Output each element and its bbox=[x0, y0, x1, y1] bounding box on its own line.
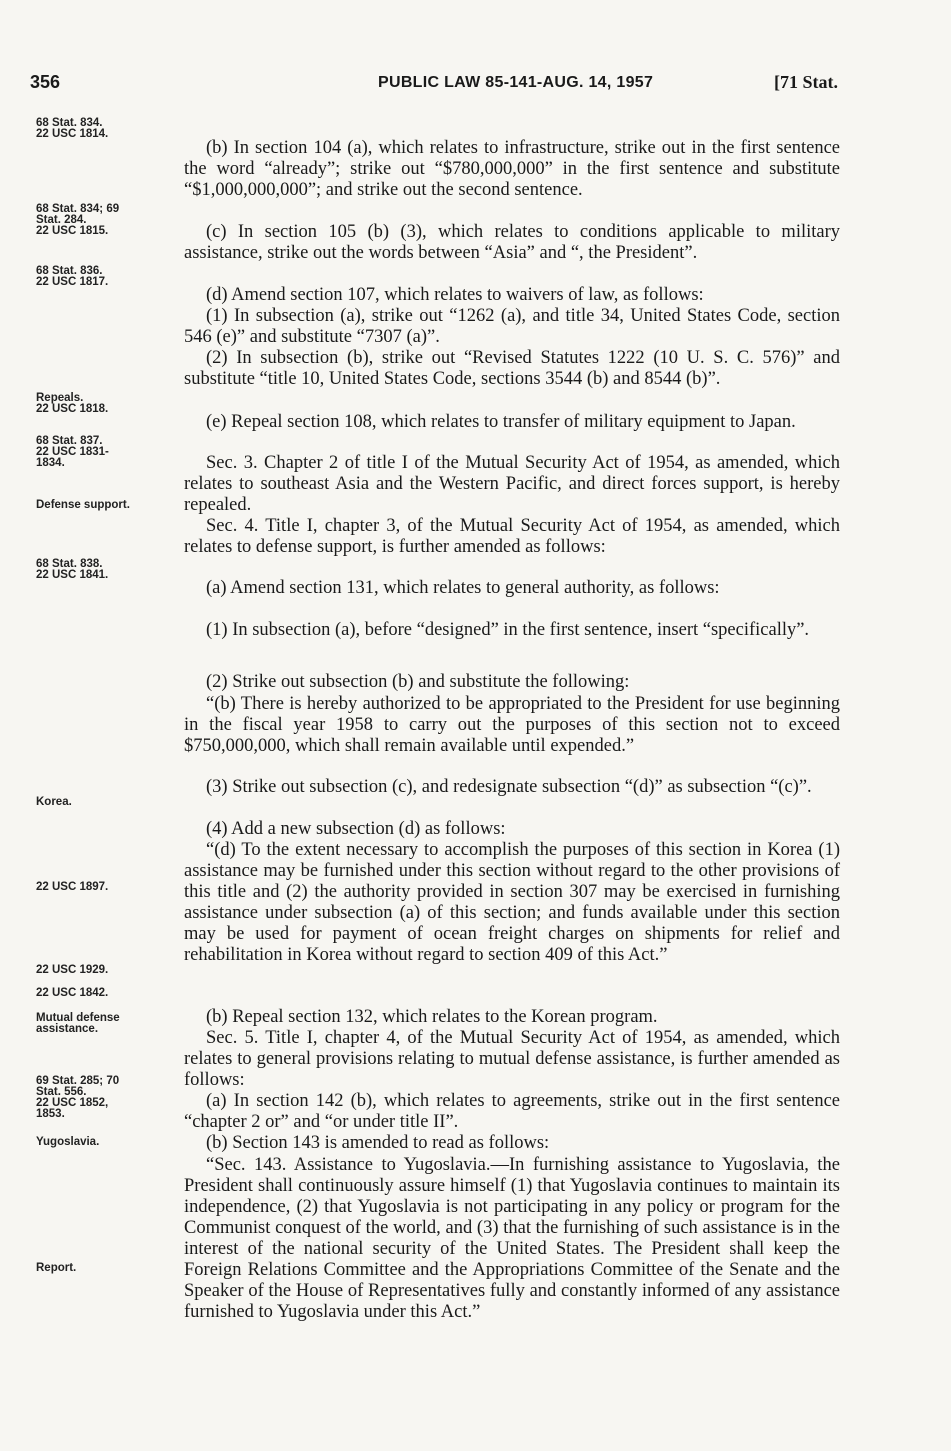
margin-note: 68 Stat. 838. 22 USC 1841. bbox=[36, 558, 109, 581]
paragraph: (1) In subsection (a), before “designed” in the first sentence, insert “specifically”. bbox=[206, 619, 810, 640]
margin-note: 68 Stat. 834; 69 Stat. 284. 22 USC 1815. bbox=[36, 203, 120, 237]
margin-note: Defense support. bbox=[36, 499, 130, 511]
paragraph: (2) Strike out subsection (b) and substitute the following: bbox=[206, 671, 630, 692]
paragraph: (c) In section 105 (b) (3), which relates to conditions applicable to military assistance, strike out the words between “Asia” and “, the President”. bbox=[184, 221, 840, 263]
margin-note: Report. bbox=[36, 1262, 77, 1274]
margin-note: 68 Stat. 837. 22 USC 1831- 1834. bbox=[36, 435, 109, 469]
paragraph: (1) In subsection (a), strike out “1262 (a), and title 34, United States Code, section 546 (e)” and substitute “7307 (a)”. bbox=[184, 305, 840, 347]
margin-note: 22 USC 1842. bbox=[36, 987, 109, 999]
paragraph: Sec. 3. Chapter 2 of title I of the Mutual Security Act of 1954, as amended, which relates to southeast Asia and the Western Pacific, and direct forces support, is hereby repealed. bbox=[184, 452, 840, 515]
margin-note: Yugoslavia. bbox=[36, 1136, 100, 1148]
paragraph: (3) Strike out subsection (c), and redesignate subsection “(d)” as subsection “(c)”. bbox=[206, 776, 812, 797]
paragraph: (e) Repeal section 108, which relates to transfer of military equipment to Japan. bbox=[206, 411, 796, 432]
paragraph: “Sec. 143. Assistance to Yugoslavia.—In furnishing assistance to Yugoslavia, the President shall continuously assure himself (1) that Yugoslavia continues to maintain its independence, (2) that Yugoslavia is not participating in any policy or program for the Communist conquest of the world, and (3) that the furnishing of such assistance is in the interest of the national security of the United States. The President shall keep the Foreign Relations Committee and the Appropriations Committee of the Senate and the Speaker of the House of Representatives fully and constantly informed of any assistance furnished to Yugoslavia under this Act.” bbox=[184, 1154, 840, 1322]
paragraph: (a) In section 142 (b), which relates to agreements, strike out in the first sentence “chapter 2 or” and “or under title II”. bbox=[184, 1090, 840, 1132]
paragraph: (b) In section 104 (a), which relates to infrastructure, strike out in the first sentence the word “already”; strike out “$780,000,000” in the first sentence and substitute “$1,000,000,000”; and strike out the second sentence. bbox=[184, 137, 840, 200]
running-title: PUBLIC LAW 85-141-AUG. 14, 1957 bbox=[378, 74, 654, 91]
paragraph: Sec. 5. Title I, chapter 4, of the Mutual Security Act of 1954, as amended, which relates to general provisions relating to mutual defense assistance, is further amended as follows: bbox=[184, 1027, 840, 1090]
margin-note: Repeals. 22 USC 1818. bbox=[36, 392, 109, 415]
margin-note: 68 Stat. 836. 22 USC 1817. bbox=[36, 265, 109, 288]
margin-note: 22 USC 1929. bbox=[36, 964, 109, 976]
paragraph: (d) Amend section 107, which relates to waivers of law, as follows: bbox=[206, 284, 704, 305]
paragraph: (b) Repeal section 132, which relates to the Korean program. bbox=[206, 1006, 658, 1027]
statute-reference: [71 Stat. bbox=[774, 72, 838, 92]
margin-note: Korea. bbox=[36, 796, 72, 808]
paragraph: Sec. 4. Title I, chapter 3, of the Mutual Security Act of 1954, as amended, which relates to defense support, is further amended as follows: bbox=[184, 515, 840, 557]
paragraph: (2) In subsection (b), strike out “Revised Statutes 1222 (10 U. S. C. 576)” and substitute “title 10, United States Code, sections 3544 (b) and 8544 (b)”. bbox=[184, 347, 840, 389]
paragraph: (b) Section 143 is amended to read as follows: bbox=[206, 1132, 550, 1153]
paragraph: “(d) To the extent necessary to accomplish the purposes of this section in Korea (1) assistance may be furnished under this section without regard to the other provisions of this title and (2) the authority provided in section 307 may be exercised in furnishing assistance under subsection (a) of this section; and funds available under this section may be used for payment of ocean freight charges on shipments for relief and rehabilitation in Korea without regard to section 409 of this Act.” bbox=[184, 839, 840, 965]
paragraph: “(b) There is hereby authorized to be appropriated to the President for use beginning in the fiscal year 1958 to carry out the purposes of this section not to exceed $750,000,000, which shall remain available until expended.” bbox=[184, 693, 840, 756]
margin-note: 69 Stat. 285; 70 Stat. 556. 22 USC 1852, 1853. bbox=[36, 1075, 120, 1120]
paragraph: (4) Add a new subsection (d) as follows: bbox=[206, 818, 506, 839]
margin-note: 68 Stat. 834. 22 USC 1814. bbox=[36, 117, 109, 140]
margin-note: 22 USC 1897. bbox=[36, 881, 109, 893]
page-header bbox=[30, 72, 920, 98]
page-number: 356 bbox=[30, 72, 61, 92]
margin-note: Mutual defense assistance. bbox=[36, 1012, 120, 1035]
paragraph: (a) Amend section 131, which relates to general authority, as follows: bbox=[206, 577, 720, 598]
